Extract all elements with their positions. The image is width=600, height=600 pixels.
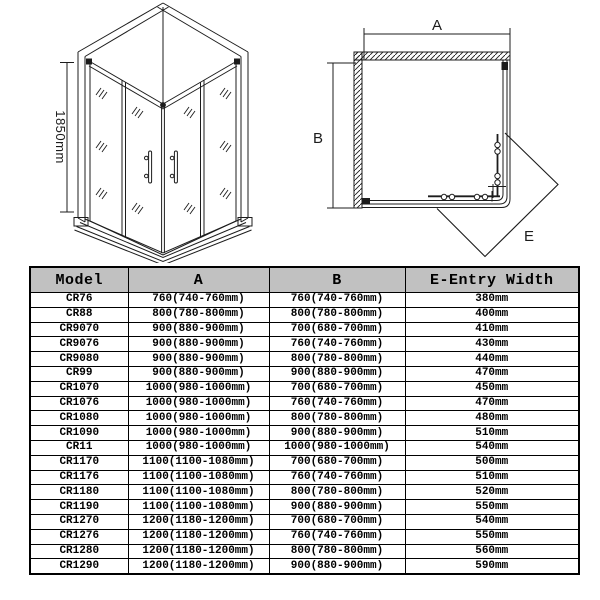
- cell-e-entry-width: 540mm: [405, 514, 579, 529]
- cell-b: 800(780-800mm): [269, 485, 405, 500]
- cell-model: CR1180: [30, 485, 128, 500]
- right-door-handle: [170, 151, 177, 183]
- spec-table-body: [30, 293, 579, 575]
- cell-b: 700(680-700mm): [269, 381, 405, 396]
- table-row: [30, 485, 579, 500]
- cell-a: 1200(1180-1200mm): [128, 544, 269, 559]
- table-row: [30, 514, 579, 529]
- shower-tray: [75, 219, 252, 263]
- cell-e-entry-width: 540mm: [405, 440, 579, 455]
- table-row: [30, 352, 579, 367]
- cell-b: 760(740-760mm): [269, 337, 405, 352]
- table-row: [30, 366, 579, 381]
- cell-b: 900(880-900mm): [269, 500, 405, 515]
- cell-a: 1100(1100-1080mm): [128, 485, 269, 500]
- height-dimension-label: 1850mm: [53, 110, 68, 164]
- cell-a: 800(780-800mm): [128, 307, 269, 322]
- cell-e-entry-width: 510mm: [405, 470, 579, 485]
- spec-table: [29, 266, 580, 575]
- wall-hatching: [354, 52, 510, 208]
- cell-e-entry-width: 470mm: [405, 396, 579, 411]
- cell-a: 1000(980-1000mm): [128, 396, 269, 411]
- cell-model: CR1076: [30, 396, 128, 411]
- cell-model: CR1176: [30, 470, 128, 485]
- door-tracks-plan: [428, 134, 506, 202]
- cell-b: 760(740-760mm): [269, 396, 405, 411]
- cell-a: 1000(980-1000mm): [128, 426, 269, 441]
- cell-e-entry-width: 550mm: [405, 529, 579, 544]
- table-row: [30, 440, 579, 455]
- cell-e-entry-width: 430mm: [405, 337, 579, 352]
- table-row: [30, 322, 579, 337]
- cell-a: 1000(980-1000mm): [128, 440, 269, 455]
- cell-b: 700(680-700mm): [269, 455, 405, 470]
- cell-e-entry-width: 480mm: [405, 411, 579, 426]
- cell-model: CR1090: [30, 426, 128, 441]
- cell-a: 1000(980-1000mm): [128, 411, 269, 426]
- cell-model: CR1080: [30, 411, 128, 426]
- technical-diagrams: [0, 0, 600, 263]
- cell-b: 900(880-900mm): [269, 366, 405, 381]
- cell-b: 900(880-900mm): [269, 426, 405, 441]
- cell-e-entry-width: 410mm: [405, 322, 579, 337]
- cell-e-entry-width: 380mm: [405, 293, 579, 308]
- cell-a: 900(880-900mm): [128, 337, 269, 352]
- isometric-view: [53, 3, 252, 263]
- cell-model: CR99: [30, 366, 128, 381]
- cell-model: CR1190: [30, 500, 128, 515]
- cell-b: 760(740-760mm): [269, 470, 405, 485]
- cell-e-entry-width: 550mm: [405, 500, 579, 515]
- cell-model: CR1170: [30, 455, 128, 470]
- plan-depth-label: B: [312, 130, 324, 147]
- cell-a: 1100(1100-1080mm): [128, 500, 269, 515]
- cell-e-entry-width: 500mm: [405, 455, 579, 470]
- table-row: [30, 529, 579, 544]
- col-header-e-entry-width: E-Entry Width: [405, 267, 579, 293]
- col-header-model: Model: [30, 267, 128, 293]
- cell-b: 800(780-800mm): [269, 411, 405, 426]
- table-row: [30, 544, 579, 559]
- cell-b: 900(880-900mm): [269, 559, 405, 574]
- wall-clamp-left: [87, 59, 92, 64]
- cell-b: 700(680-700mm): [269, 322, 405, 337]
- track-end-bracket-left: [363, 199, 370, 205]
- header-row: [30, 267, 579, 293]
- cell-model: CR1070: [30, 381, 128, 396]
- cell-model: CR88: [30, 307, 128, 322]
- table-row: [30, 293, 579, 308]
- cell-a: 1000(980-1000mm): [128, 381, 269, 396]
- spec-table-header: [30, 267, 579, 293]
- front-corner-post: [161, 103, 166, 253]
- col-header-b: B: [269, 267, 405, 293]
- table-row: [30, 411, 579, 426]
- col-header-a: A: [128, 267, 269, 293]
- cell-b: 760(740-760mm): [269, 293, 405, 308]
- table-row: [30, 307, 579, 322]
- dimension-b: [313, 63, 356, 208]
- cell-model: CR9080: [30, 352, 128, 367]
- left-door-handle: [145, 151, 152, 183]
- cell-e-entry-width: 560mm: [405, 544, 579, 559]
- table-row: [30, 559, 579, 574]
- cell-model: CR11: [30, 440, 128, 455]
- cell-e-entry-width: 450mm: [405, 381, 579, 396]
- back-walls: [74, 3, 252, 226]
- cell-model: CR1270: [30, 514, 128, 529]
- table-row: [30, 337, 579, 352]
- cell-e-entry-width: 440mm: [405, 352, 579, 367]
- table-row: [30, 455, 579, 470]
- cell-e-entry-width: 590mm: [405, 559, 579, 574]
- cell-e-entry-width: 520mm: [405, 485, 579, 500]
- cell-model: CR1290: [30, 559, 128, 574]
- cell-a: 760(740-760mm): [128, 293, 269, 308]
- table-row: [30, 381, 579, 396]
- plan-entry-label: E: [523, 228, 535, 245]
- cell-a: 1200(1180-1200mm): [128, 559, 269, 574]
- door-handles: [145, 151, 178, 183]
- cell-a: 1200(1180-1200mm): [128, 514, 269, 529]
- cell-model: CR9076: [30, 337, 128, 352]
- cell-a: 1100(1100-1080mm): [128, 470, 269, 485]
- cell-a: 1100(1100-1080mm): [128, 455, 269, 470]
- cell-e-entry-width: 510mm: [405, 426, 579, 441]
- cell-b: 760(740-760mm): [269, 529, 405, 544]
- cell-a: 900(880-900mm): [128, 322, 269, 337]
- table-row: [30, 396, 579, 411]
- plan-width-label: A: [431, 17, 443, 34]
- cell-b: 700(680-700mm): [269, 514, 405, 529]
- cell-model: CR76: [30, 293, 128, 308]
- table-row: [30, 500, 579, 515]
- cell-b: 800(780-800mm): [269, 307, 405, 322]
- cell-model: CR1280: [30, 544, 128, 559]
- cell-b: 800(780-800mm): [269, 352, 405, 367]
- height-dimension: [53, 63, 74, 213]
- plan-view: [313, 17, 558, 257]
- glass-frame-plan: [362, 60, 510, 208]
- cell-a: 900(880-900mm): [128, 352, 269, 367]
- track-end-bracket-top: [502, 63, 508, 70]
- cell-a: 900(880-900mm): [128, 366, 269, 381]
- cell-a: 1200(1180-1200mm): [128, 529, 269, 544]
- cell-model: CR9070: [30, 322, 128, 337]
- wall-clamp-right: [235, 59, 240, 64]
- table-row: [30, 426, 579, 441]
- cell-e-entry-width: 470mm: [405, 366, 579, 381]
- table-row: [30, 470, 579, 485]
- cell-b: 1000(980-1000mm): [269, 440, 405, 455]
- cell-b: 800(780-800mm): [269, 544, 405, 559]
- cell-e-entry-width: 400mm: [405, 307, 579, 322]
- cell-model: CR1276: [30, 529, 128, 544]
